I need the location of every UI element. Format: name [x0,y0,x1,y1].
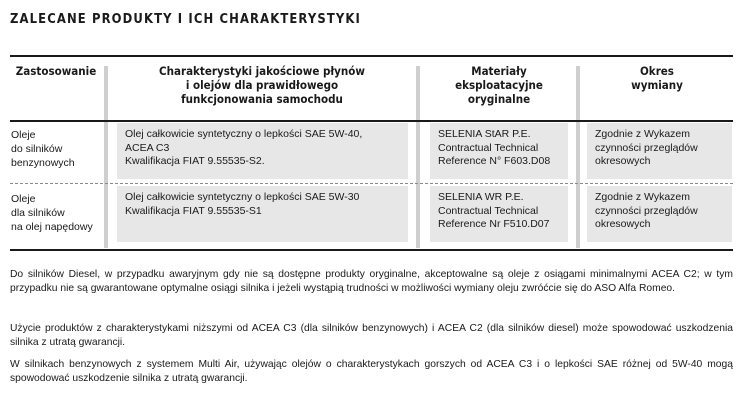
materials-line: Contractual Technical [438,204,539,217]
row-usage-line: dla silników [11,207,65,219]
page-title: ZALECANE PRODUKTY I ICH CHARAKTERYSTYKI [10,11,361,27]
table-header-rule [10,120,733,122]
header-characteristics-line: Charakterystyki jakościowe płynów [159,64,365,78]
header-materials-line: Materiały [471,64,527,78]
interval-box-diesel [587,186,732,242]
row-usage-line: benzynowych [11,157,75,169]
header-interval-line: wymiany [631,78,683,92]
row-divider [10,183,733,184]
header-characteristics-line: i olejów dla prawidłowego [185,78,339,92]
note-acea: Użycie produktów z charakterystykami niższymi od ACEA C3 (dla silników benzynowych) i ACEA C2 (dla silników diesel) może spowodować uszkodzenia silnika z utratą gwarancji. [10,323,733,348]
spec-line: Olej całkowicie syntetyczny o lepkości SAE 5W-40, [125,128,363,140]
header-characteristics-line: funkcjonowania samochodu [181,92,343,106]
header-characteristics [112,64,412,106]
row-usage-diesel [11,192,93,234]
materials-line: Reference Nr F510.D07 [438,218,550,230]
column-separator [104,66,108,248]
interval-line: czynności przeglądów [595,141,698,154]
spec-line: Kwalifikacja FIAT 9.55535-S1 [125,204,262,217]
materials-line: Contractual Technical [438,141,539,154]
header-interval [582,64,732,92]
materials-box-petrol [430,123,568,179]
materials-box-diesel [430,186,568,242]
header-materials-line: eksploatacyjne [455,78,543,92]
row-usage-line: na olej napędowy [11,221,93,233]
column-separator [576,66,580,248]
spec-line: ACEA C3 [125,141,170,154]
header-usage-line: Zastosowanie [15,64,97,78]
column-separator [416,66,420,248]
row-usage-petrol [11,128,75,170]
materials-line: SELENIA StAR P.E. [438,128,531,140]
row-usage-line: Oleje [11,193,36,205]
row-usage-line: Oleje [11,129,36,141]
note-multiair: W silnikach benzynowych z systemem Multi Air, używając olejów o charakterystykach gorszych od ACEA C3 i o lepkości SAE różnej od 5W-40 mogą spowodować uszkodzenie silnika z utratą gwarancji. [10,359,733,384]
interval-line: Zgodnie z Wykazem [595,128,691,140]
header-materials-line: oryginalne [467,92,531,106]
materials-line: Reference N° F603.D08 [438,155,551,167]
spec-box-diesel [117,186,408,242]
note-diesel: Do silników Diesel, w przypadku awaryjnym gdy nie są dostępne produkty oryginalne, akceptowalne są oleje z osiągami minimalnymi ACEA C2; w tym przypadku nie są gwarantowane optymalne osiągi silnika i jeżeli wystąpią trudności w możliwości wymiany oleju zwróćcie się do ASO Alfa Romeo. [10,269,733,294]
interval-line: Zgodnie z Wykazem [595,191,691,203]
row-usage-line: do silników [11,143,63,155]
spec-line: Olej całkowicie syntetyczny o lepkości SAE 5W-30 [125,191,360,203]
interval-line: okresowych [595,218,651,230]
header-materials [424,64,574,106]
spec-box-petrol [117,123,408,179]
table-bottom-rule [10,249,733,251]
interval-box-petrol [587,123,732,179]
header-interval-line: Okres [640,64,674,78]
spec-line: Kwalifikacja FIAT 9.55535-S2. [125,155,265,167]
header-usage [10,64,102,78]
table-top-rule [10,55,733,57]
materials-line: SELENIA WR P.E. [438,191,524,203]
interval-line: czynności przeglądów [595,204,698,217]
interval-line: okresowych [595,155,651,167]
